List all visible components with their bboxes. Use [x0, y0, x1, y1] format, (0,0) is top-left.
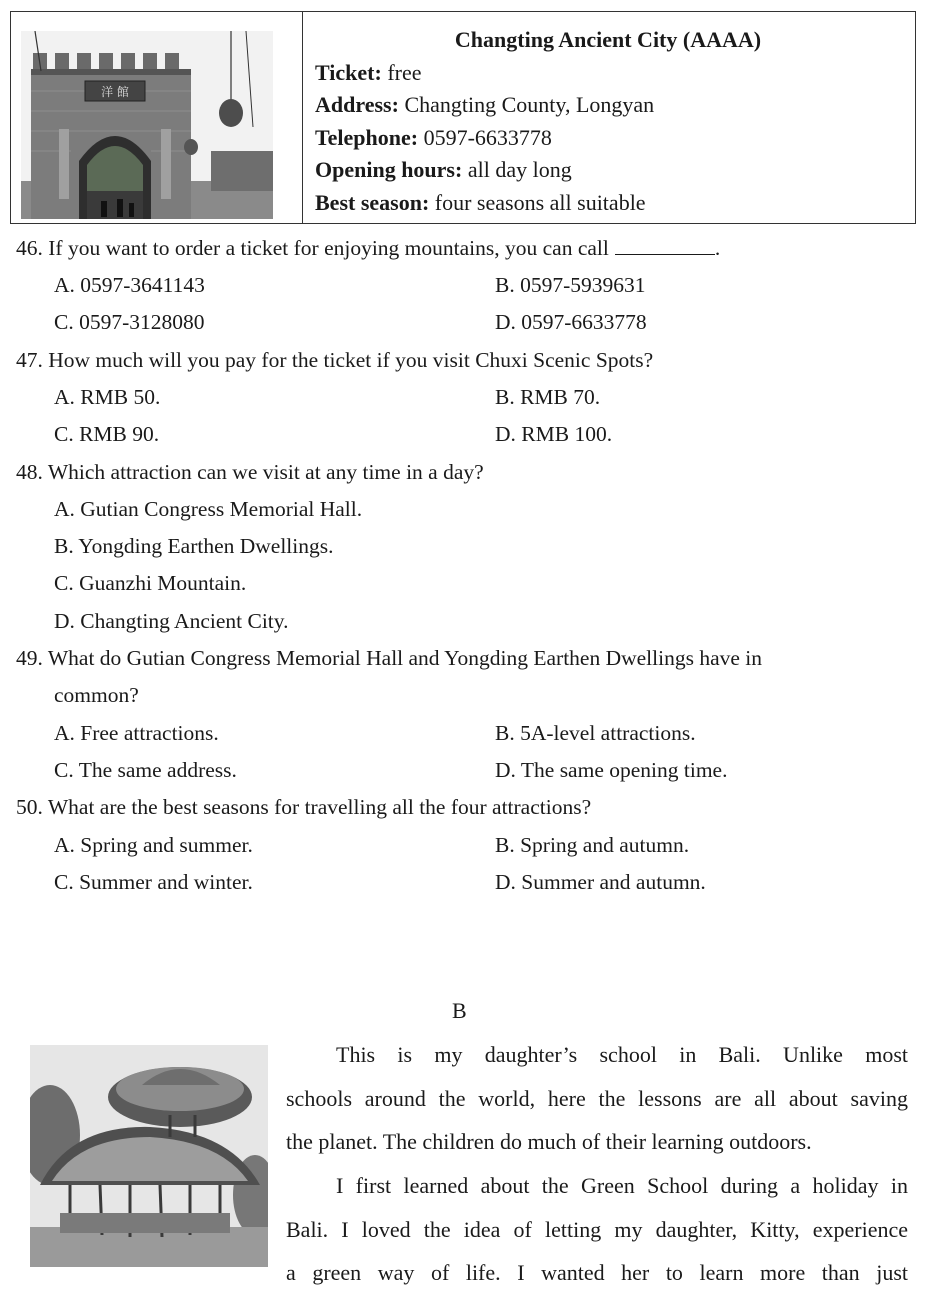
ticket-line	[315, 57, 911, 90]
telephone-label: Telephone:	[315, 124, 419, 150]
question-50-option-c: C. Summer and winter.	[54, 870, 253, 894]
question-48-option-c: C. Guanzhi Mountain.	[54, 571, 247, 595]
question-46-option-d: D. 0597-6633778	[495, 310, 647, 334]
question-49-line-2: common?	[54, 683, 139, 707]
question-46-stem: 46. If you want to order a ticket for enjoying mountains, you can call	[16, 236, 609, 260]
question-47-option-d: D. RMB 100.	[495, 422, 613, 446]
telephone-value: 0597-6633778	[418, 124, 552, 150]
address-label: Address:	[315, 92, 399, 117]
address-line	[315, 89, 911, 122]
ticket-value: free	[381, 59, 422, 85]
question-49-line-1: 49. What do Gutian Congress Memorial Hall and Yongding Earthen Dwellings have in	[16, 646, 763, 670]
question-50-option-a: A. Spring and summer.	[54, 833, 253, 857]
season-line	[315, 187, 911, 220]
section-b-heading: B	[452, 998, 467, 1023]
question-49-option-b: B. 5A-level attractions.	[495, 721, 696, 745]
question-47-option-c: C. RMB 90.	[54, 422, 160, 446]
question-46-stem-end: .	[714, 236, 721, 260]
paragraph-2-line-2: Bali. I loved the idea of letting my daughter, Kitty, experience	[286, 1216, 908, 1242]
paragraph-1-line-3: the planet. The children do much of their learning outdoors.	[286, 1129, 812, 1154]
photo-cell	[11, 12, 303, 223]
telephone-line	[315, 122, 911, 155]
season-label: Best season:	[315, 189, 430, 215]
hours-label: Opening hours:	[315, 157, 463, 182]
question-46-option-b: B. 0597-5939631	[495, 273, 646, 297]
attraction-info-box	[10, 11, 916, 224]
season-value: four seasons all suitable	[429, 189, 646, 215]
green-school-photo	[30, 1045, 268, 1267]
hours-line	[315, 154, 911, 187]
hours-value: all day long	[462, 157, 572, 182]
paragraph-2-line-3: a green way of life. I wanted her to learn more than just	[286, 1260, 908, 1285]
paragraph-1	[286, 1033, 908, 1164]
paragraph-2-line-1: I first learned about the Green School during a holiday in	[336, 1173, 908, 1198]
gate-plaque-text: 洋 館	[101, 85, 129, 99]
question-47-option-b: B. RMB 70.	[495, 385, 601, 409]
question-46	[16, 236, 720, 261]
question-48-option-d: D. Changting Ancient City.	[54, 609, 289, 633]
question-46-option-c: C. 0597-3128080	[54, 310, 205, 334]
question-48: 48. Which attraction can we visit at any time in a day?	[16, 460, 484, 484]
question-47: 47. How much will you pay for the ticket if you visit Chuxi Scenic Spots?	[16, 348, 654, 372]
paragraph-1-line-1: This is my daughter’s school in Bali. Unlike most	[336, 1042, 908, 1067]
question-48-option-b: B. Yongding Earthen Dwellings.	[54, 534, 334, 558]
address-value: Changting County, Longyan	[398, 92, 655, 117]
question-49-option-c: C. The same address.	[54, 758, 237, 782]
question-50-option-b: B. Spring and autumn.	[495, 833, 690, 857]
question-49-option-a: A. Free attractions.	[54, 721, 219, 745]
ancient-city-gate-photo	[21, 31, 273, 219]
question-47-option-a: A. RMB 50.	[54, 385, 161, 409]
attraction-title: Changting Ancient City (AAAA)	[454, 27, 762, 52]
question-50-option-d: D. Summer and autumn.	[495, 870, 706, 894]
question-49-option-d: D. The same opening time.	[495, 758, 728, 782]
attraction-details	[315, 24, 911, 219]
answer-blank	[615, 236, 715, 255]
question-46-option-a: A. 0597-3641143	[54, 273, 205, 297]
question-48-option-a: A. Gutian Congress Memorial Hall.	[54, 497, 363, 521]
paragraph-2	[286, 1164, 908, 1295]
question-50: 50. What are the best seasons for travelling all the four attractions?	[16, 795, 592, 819]
paragraph-1-line-2: schools around the world, here the lessons are all about saving	[286, 1085, 908, 1111]
ticket-label: Ticket:	[315, 59, 382, 85]
